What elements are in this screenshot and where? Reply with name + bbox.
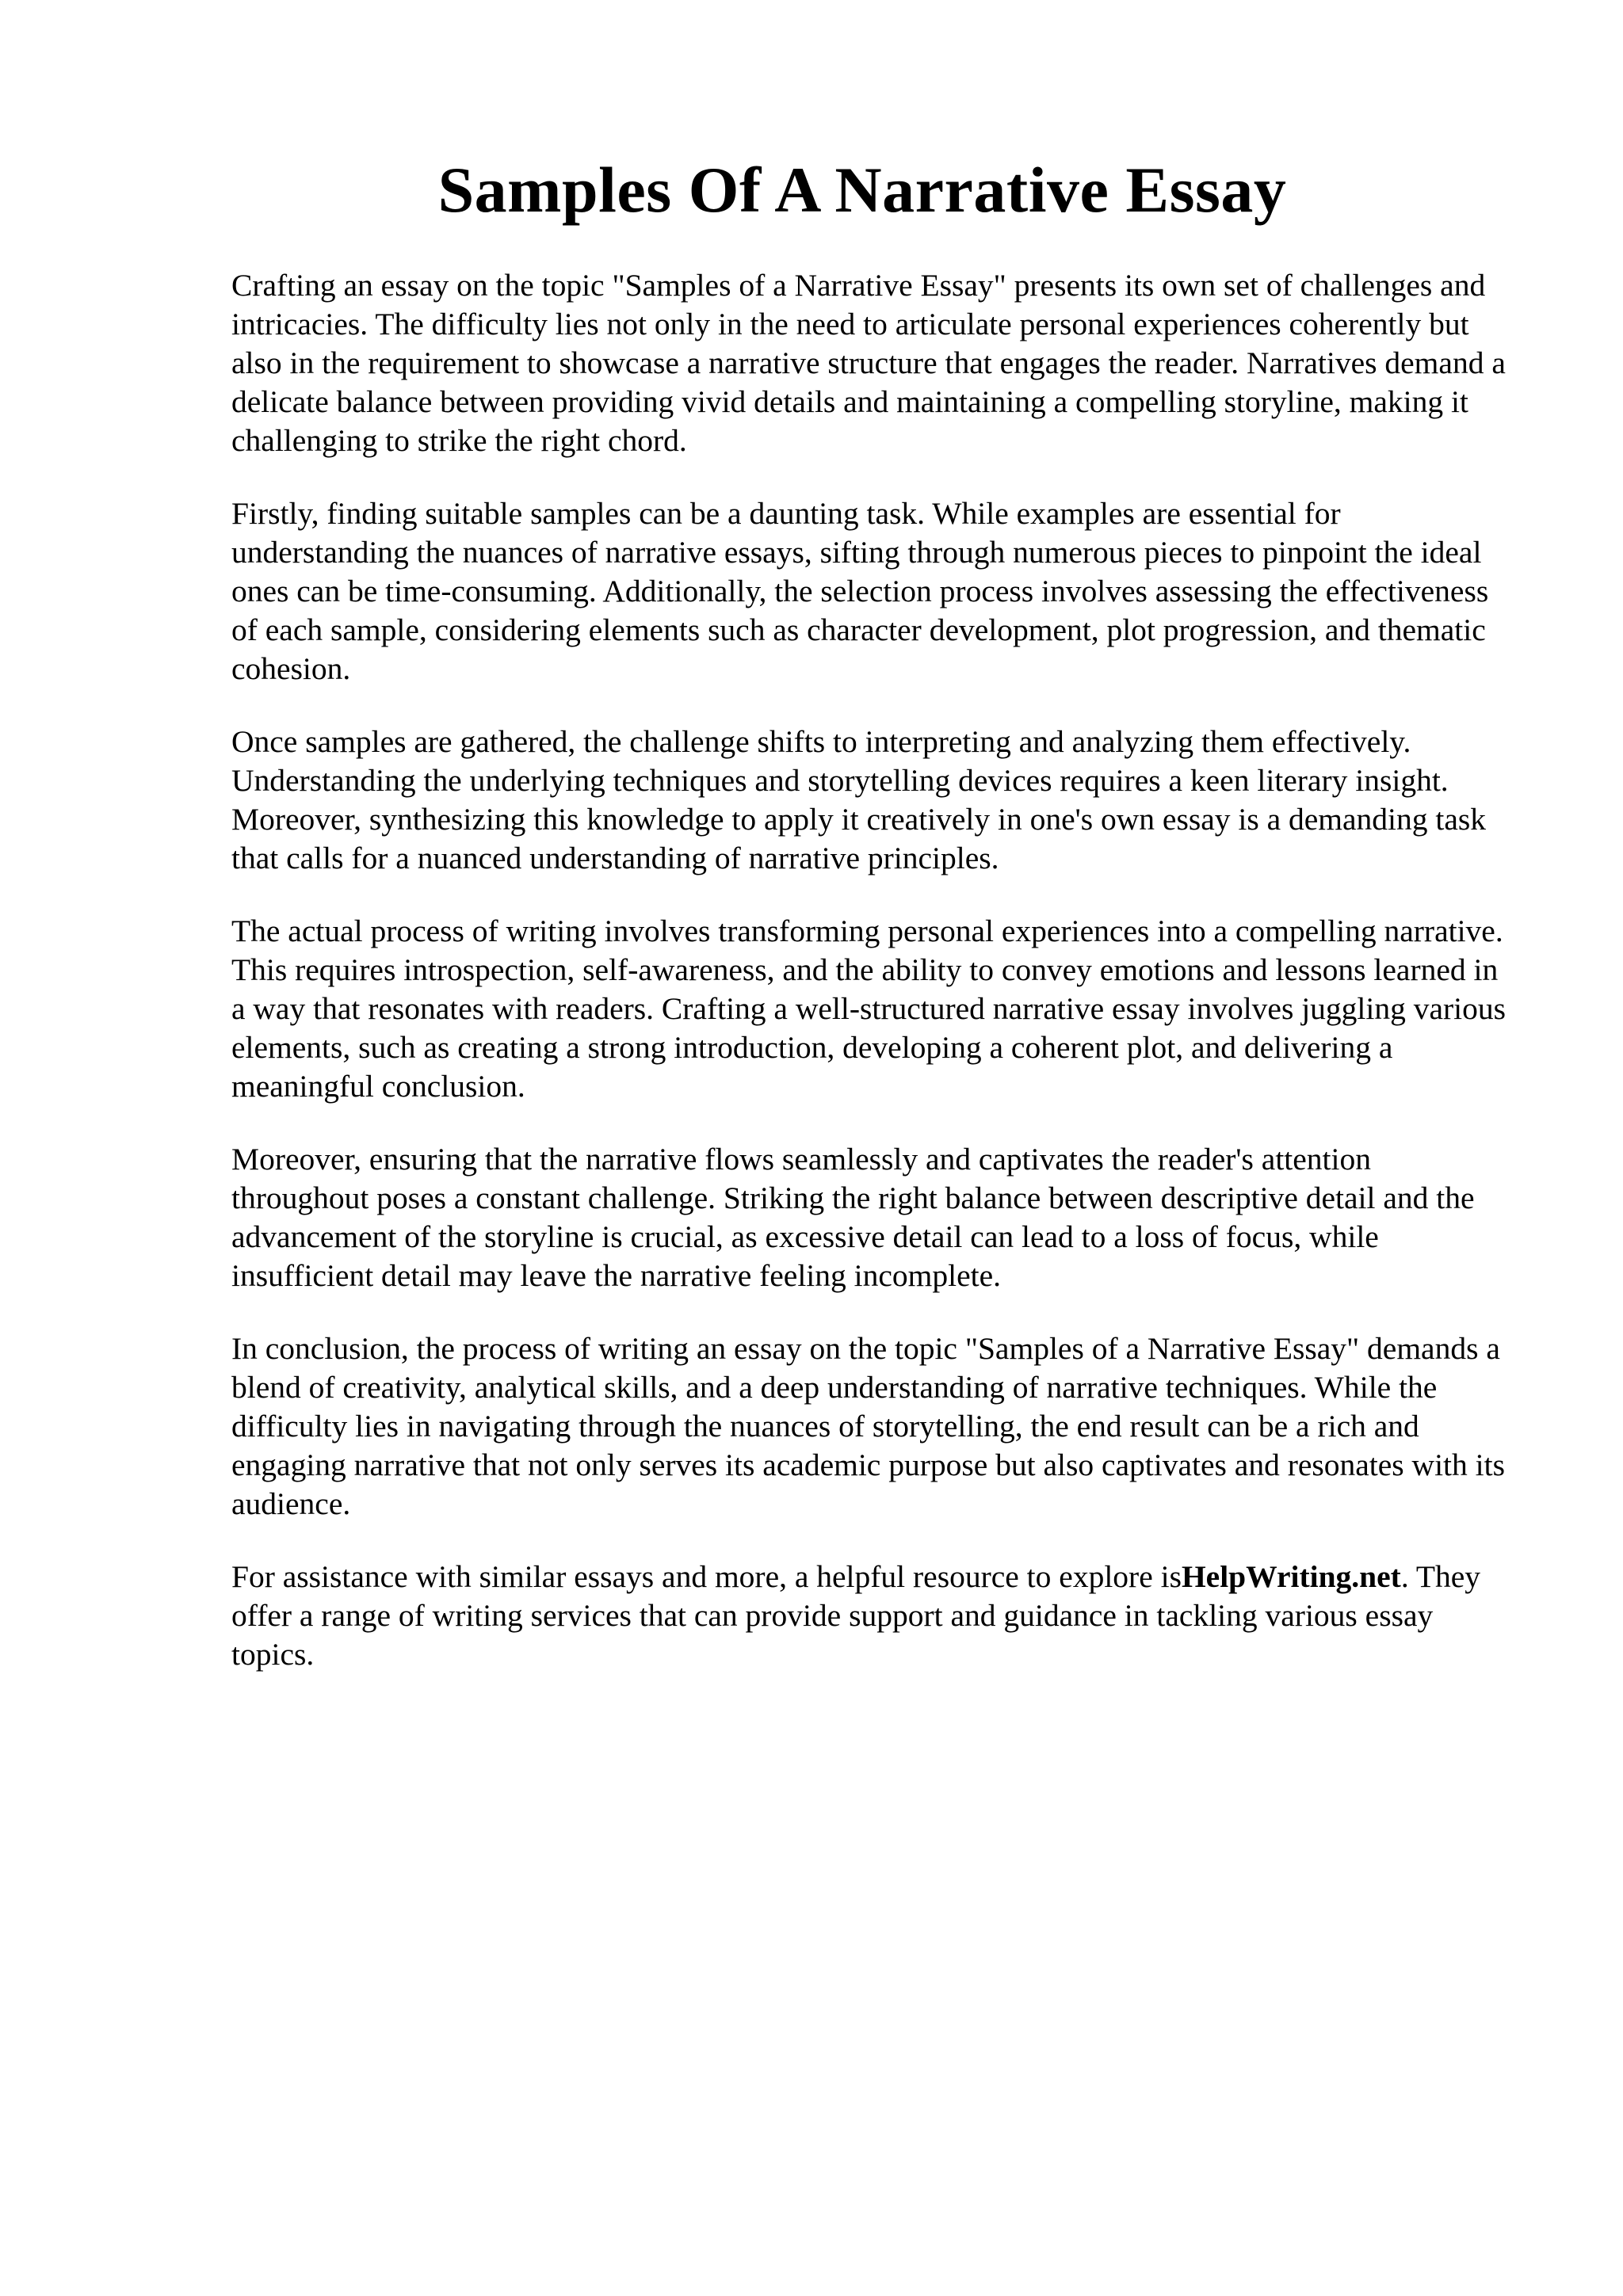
paragraph-writing-process: The actual process of writing involves transforming personal experiences into a compelling narrative. This requires introspection, self-awareness, and the ability to convey emotions and lessons learned in a way that resonates with readers. Crafting a well-structured narrative essay involves juggling various elements, such as creating a strong introduction, developing a coherent plot, and delivering a meaningful conclusion. <box>231 913 1507 1104</box>
document-title: Samples Of A Narrative Essay <box>437 154 1287 226</box>
paragraph-finding-samples: Firstly, finding suitable samples can be a daunting task. While examples are essential for understanding the nuances of narrative essays, sifting through numerous pieces to pinpoint the ideal ones can be time-consuming. Additionally, the selection process involves assessing the effectiveness of each sample, considering elements such as character development, plot progression, and thematic cohesion. <box>231 496 1489 686</box>
closing-text-before: For assistance with similar essays and more, a helpful resource to explore is <box>231 1559 1182 1594</box>
paragraph-intro: Crafting an essay on the topic "Samples of a Narrative Essay" presents its own set of challenges and intricacies. The difficulty lies not only in the need to articulate personal experiences coherently but also in the requirement to showcase a narrative structure that engages the reader. Narratives demand a delicate balance between providing vivid details and maintaining a compelling storyline, making it challenging to strike the right chord. <box>231 268 1506 458</box>
paragraph-analyzing-samples: Once samples are gathered, the challenge shifts to interpreting and analyzing them effectively. Understanding the underlying techniques and storytelling devices requires a keen literary insight. Moreover, synthesizing this knowledge to apply it creatively in one's own essay is a demanding task that calls for a nuanced understanding of narrative principles. <box>231 724 1487 875</box>
paragraph-closing <box>231 1558 1515 1674</box>
helpwriting-link[interactable]: HelpWriting.net <box>1181 1559 1401 1594</box>
document-body <box>231 266 1515 1708</box>
closing-text-after: . They offer a range of writing services that can provide support and guidance in tackling various essay topics. <box>231 1559 1481 1672</box>
paragraph-narrative-flow: Moreover, ensuring that the narrative flows seamlessly and captivates the reader's attention throughout poses a constant challenge. Striking the right balance between descriptive detail and the advancement of the storyline is crucial, as excessive detail can lead to a loss of focus, while insufficient detail may leave the narrative feeling incomplete. <box>231 1142 1475 1293</box>
paragraph-conclusion: In conclusion, the process of writing an essay on the topic "Samples of a Narrative Essay" demands a blend of creativity, analytical skills, and a deep understanding of narrative techniques. While the difficulty lies in navigating through the nuances of storytelling, the end result can be a rich and engaging narrative that not only serves its academic purpose but also captivates and resonates with its audience. <box>231 1331 1505 1521</box>
